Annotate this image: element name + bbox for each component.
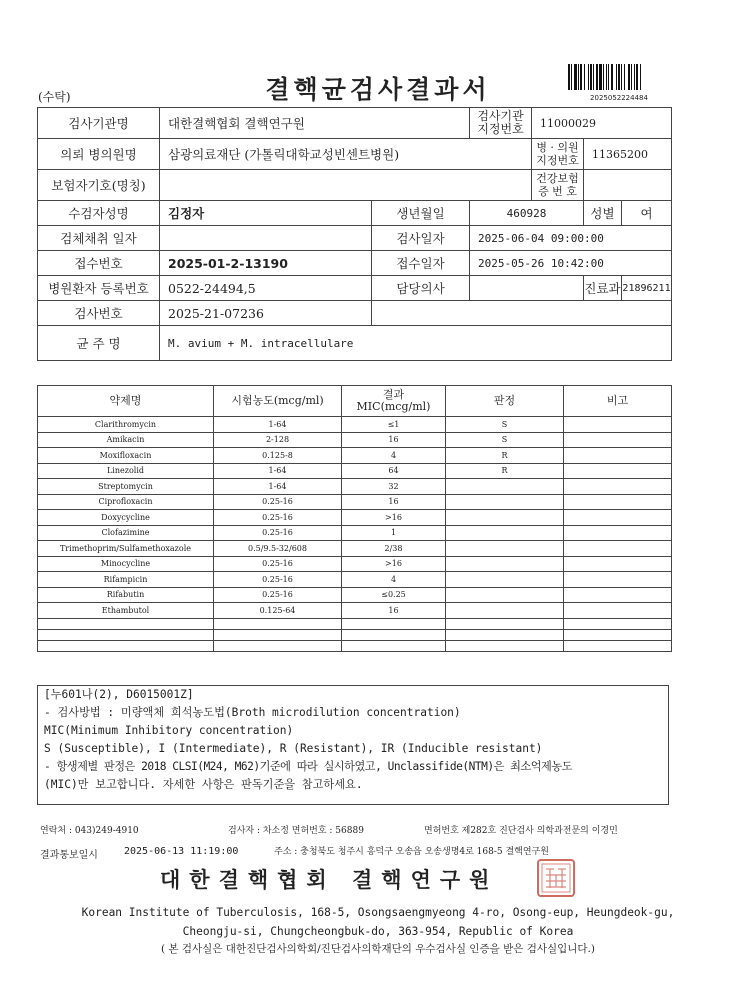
birth-label: 생년월일	[372, 201, 470, 226]
cell-interp	[446, 494, 564, 510]
table-row-empty	[38, 640, 672, 651]
document-type-label: (수탁)	[38, 90, 71, 104]
barcode-bar	[599, 64, 602, 90]
clinic-id-label-line1: 병 · 의원	[536, 141, 579, 154]
cell-drug: Clofazimine	[38, 525, 214, 541]
cell-mic: 4	[342, 572, 446, 588]
lab-id-label-line1: 검사기관	[477, 109, 524, 123]
table-row	[38, 572, 672, 588]
barcode-bar	[590, 64, 592, 90]
lab-name-value: 대한결핵협회 결핵연구원	[160, 108, 470, 139]
receipt-date-value: 2025-05-26 10:42:00	[470, 251, 672, 276]
test-no-label: 검사번호	[38, 301, 160, 326]
barcode-bar	[611, 64, 613, 90]
insured-label: 보험자기호(명칭)	[38, 170, 160, 201]
table-row	[38, 556, 672, 572]
barcode-bar	[593, 64, 594, 90]
contact-info: 연락처 : 043)249-4910	[40, 826, 139, 836]
notes-line: - 항생제별 판정은 2018 CLSI(M24, M62)기준에 따라 실시하였고, Unclassifide(NTM)은 최소억제농도	[44, 760, 572, 773]
health-ins-label	[532, 170, 584, 201]
barcode-bar	[606, 64, 607, 90]
cell-note	[564, 494, 672, 510]
cell-range: 0.125-8	[214, 448, 342, 464]
cell-mic: 64	[342, 463, 446, 479]
cell-interp: S	[446, 417, 564, 433]
barcode-image	[568, 64, 670, 90]
organism-label: 균 주 명	[38, 326, 160, 361]
clinic-id-label	[532, 139, 584, 170]
table-row	[38, 432, 672, 448]
barcode-bar	[621, 64, 622, 90]
doctor-label: 담당의사	[372, 276, 470, 301]
cell-range: 1-64	[214, 479, 342, 495]
cell-note	[564, 572, 672, 588]
barcode-bar	[636, 64, 638, 90]
cell-empty	[214, 618, 342, 629]
cell-interp	[446, 603, 564, 619]
table-row	[38, 417, 672, 433]
cell-interp	[446, 479, 564, 495]
notify-date-label: 결과통보일시	[40, 850, 98, 861]
col-header-range: 시험농도(mcg/ml)	[214, 386, 342, 417]
cell-empty	[342, 640, 446, 651]
cell-interp	[446, 541, 564, 557]
cell-empty	[38, 629, 214, 640]
table-row	[38, 448, 672, 464]
doctor-value	[470, 276, 584, 301]
cell-interp	[446, 587, 564, 603]
organization-name-korean: 대한결핵협회 결핵연구원	[160, 868, 499, 892]
cell-mic: >16	[342, 556, 446, 572]
table-row	[38, 479, 672, 495]
cell-note	[564, 417, 672, 433]
cell-mic: ≤0.25	[342, 587, 446, 603]
cell-drug: Linezolid	[38, 463, 214, 479]
cell-drug: Streptomycin	[38, 479, 214, 495]
cell-interp	[446, 510, 564, 526]
cell-range: 0.25-16	[214, 494, 342, 510]
barcode-bar	[584, 64, 585, 90]
requester-value: 삼광의료재단 (가톨릭대학교성빈센트병원)	[160, 139, 532, 170]
barcode-number: 2025052224484	[590, 94, 648, 102]
cell-empty	[446, 640, 564, 651]
table-row	[38, 463, 672, 479]
cell-empty	[214, 640, 342, 651]
barcode-bar	[571, 64, 572, 90]
table-row	[38, 494, 672, 510]
reg-no-value: 0522-24494,5	[160, 276, 372, 301]
barcode-bar	[574, 64, 577, 90]
page-title: 결핵균검사결과서	[265, 75, 491, 104]
barcode-bar	[603, 64, 604, 90]
drug-table	[37, 385, 672, 652]
table-row-empty	[38, 618, 672, 629]
cell-range: 2-128	[214, 432, 342, 448]
cell-range: 1-64	[214, 463, 342, 479]
cell-range: 0.5/9.5-32/608	[214, 541, 342, 557]
cell-interp: R	[446, 463, 564, 479]
collect-date-label: 검체채취 일자	[38, 226, 160, 251]
cell-range: 1-64	[214, 417, 342, 433]
barcode-bar	[634, 64, 635, 90]
cell-mic: 16	[342, 432, 446, 448]
cell-mic: 2/38	[342, 541, 446, 557]
barcode-bar	[624, 64, 625, 90]
barcode-bar	[608, 64, 609, 90]
cell-note	[564, 525, 672, 541]
cell-note	[564, 432, 672, 448]
cell-note	[564, 510, 672, 526]
cell-range: 0.25-16	[214, 510, 342, 526]
cell-empty	[446, 618, 564, 629]
receipt-no-label: 접수번호	[38, 251, 160, 276]
lab-id-label-line2: 지정번호	[477, 122, 524, 136]
test-date-label: 검사일자	[372, 226, 470, 251]
cell-mic: ≤1	[342, 417, 446, 433]
cell-drug: Rifampicin	[38, 572, 214, 588]
barcode-bar	[596, 64, 598, 90]
cell-empty	[342, 629, 446, 640]
organization-address-english-line1: Korean Institute of Tuberculosis, 168-5, Osongsaengmyeong 4-ro, Osong-eup, Heungdeok-gu,	[81, 906, 675, 919]
clinic-id-value: 11365200	[584, 139, 672, 170]
cell-note	[564, 479, 672, 495]
cell-empty	[564, 618, 672, 629]
cell-empty	[214, 629, 342, 640]
cell-drug: Ciprofloxacin	[38, 494, 214, 510]
table-row	[38, 587, 672, 603]
table-row	[38, 541, 672, 557]
cell-mic: >16	[342, 510, 446, 526]
barcode-bar	[580, 64, 582, 90]
tester-info: 검사자 : 차소정 면허번호 : 56889	[228, 826, 364, 836]
collect-date-value	[160, 226, 372, 251]
sex-value: 여	[622, 201, 672, 226]
col-header-note: 비고	[564, 386, 672, 417]
test-no-blank	[372, 301, 672, 326]
clinic-id-label-line2: 지정번호	[536, 154, 579, 167]
cell-note	[564, 541, 672, 557]
cell-empty	[342, 618, 446, 629]
cell-mic: 32	[342, 479, 446, 495]
cell-drug: Ethambutol	[38, 603, 214, 619]
cell-drug: Rifabutin	[38, 587, 214, 603]
notes-line: [누601나(2), D6015001Z]	[44, 688, 194, 701]
cell-range: 0.25-16	[214, 525, 342, 541]
col-header-mic-line1: 결과	[382, 388, 405, 401]
lab-id-label	[470, 108, 532, 139]
cell-empty	[564, 640, 672, 651]
test-no-value: 2025-21-07236	[160, 301, 372, 326]
cell-mic: 4	[342, 448, 446, 464]
table-row	[38, 525, 672, 541]
certification-note: ( 본 검사실은 대한진단검사의학회/진단검사의학재단의 우수검사실 인증을 받은 검사실입니다.)	[160, 943, 595, 955]
barcode-bar	[616, 64, 617, 90]
test-date-value: 2025-06-04 09:00:00	[470, 226, 672, 251]
notes-line: S (Susceptible), I (Intermediate), R (Resistant), IR (Inducible resistant)	[44, 742, 543, 755]
barcode-bar	[628, 64, 630, 90]
lab-name-label: 검사기관명	[38, 108, 160, 139]
organism-value: M. avium + M. intracellulare	[160, 326, 672, 361]
receipt-no-value: 2025-01-2-13190	[160, 251, 372, 276]
cell-interp: S	[446, 432, 564, 448]
cell-mic: 16	[342, 494, 446, 510]
barcode-bar	[631, 64, 632, 90]
col-header-drug: 약제명	[38, 386, 214, 417]
cell-range: 0.125-64	[214, 603, 342, 619]
cell-drug: Amikacin	[38, 432, 214, 448]
table-row	[38, 603, 672, 619]
cell-range: 0.25-16	[214, 587, 342, 603]
col-header-mic-line2: MIC(mcg/ml)	[356, 400, 431, 413]
cell-empty	[38, 640, 214, 651]
license-info: 면허번호 제282호 진단검사 의학과전문의 이경민	[424, 826, 618, 836]
cell-mic: 16	[342, 603, 446, 619]
health-ins-label-line1: 건강보험	[536, 172, 579, 185]
notes-line: - 검사방법 : 미량액체 희석농도법(Broth microdilution concentration)	[44, 706, 461, 719]
notes-line: (MIC)만 보고합니다. 자세한 사항은 판독기준을 참고하세요.	[44, 778, 363, 791]
cell-interp	[446, 556, 564, 572]
address-info: 주소 : 충청북도 청주시 흥덕구 오송읍 오송생명4로 168-5 결핵연구원	[274, 847, 549, 857]
insured-value	[160, 170, 532, 201]
cell-drug: Clarithromycin	[38, 417, 214, 433]
cell-empty	[564, 629, 672, 640]
requester-label: 의뢰 병의원명	[38, 139, 160, 170]
cell-drug: Doxycycline	[38, 510, 214, 526]
sex-label: 성별	[584, 201, 622, 226]
cell-drug: Moxifloxacin	[38, 448, 214, 464]
official-seal-icon	[536, 858, 576, 898]
receipt-date-label: 접수일자	[372, 251, 470, 276]
cell-drug: Trimethoprim/Sulfamethoxazole	[38, 541, 214, 557]
cell-interp	[446, 525, 564, 541]
table-row-empty	[38, 629, 672, 640]
organization-address-english-line2: Cheongju-si, Chungcheongbuk-do, 363-954, Republic of Korea	[182, 925, 574, 938]
barcode-bar	[618, 64, 620, 90]
method-notes-box	[37, 685, 669, 805]
cell-range: 0.25-16	[214, 572, 342, 588]
patient-label: 수검자성명	[38, 201, 160, 226]
cell-note	[564, 556, 672, 572]
cell-interp	[446, 572, 564, 588]
cell-empty	[446, 629, 564, 640]
col-header-interp: 판정	[446, 386, 564, 417]
barcode-bar	[588, 64, 589, 90]
table-row	[38, 510, 672, 526]
info-table	[37, 107, 672, 361]
barcode-bar	[568, 64, 570, 90]
birth-value: 460928	[470, 201, 584, 226]
notes-line: MIC(Minimum Inhibitory concentration)	[44, 724, 294, 737]
cell-note	[564, 603, 672, 619]
cell-empty	[38, 618, 214, 629]
cell-range: 0.25-16	[214, 556, 342, 572]
dept-label: 진료과	[584, 276, 622, 301]
cell-drug: Minocycline	[38, 556, 214, 572]
col-header-mic	[342, 386, 446, 417]
notify-date-value: 2025-06-13 11:19:00	[124, 846, 239, 857]
cell-note	[564, 448, 672, 464]
patient-value: 김정자	[160, 201, 372, 226]
health-ins-value	[584, 170, 672, 201]
cell-interp: R	[446, 448, 564, 464]
barcode-bar	[578, 64, 579, 90]
lab-id-value: 11000029	[532, 108, 672, 139]
reg-no-label: 병원환자 등록번호	[38, 276, 160, 301]
barcode-bar	[640, 64, 641, 90]
cell-mic: 1	[342, 525, 446, 541]
cell-note	[564, 587, 672, 603]
health-ins-label-line2: 증 번 호	[538, 185, 577, 198]
cell-note	[564, 463, 672, 479]
dept-value: 21896211	[622, 276, 672, 301]
